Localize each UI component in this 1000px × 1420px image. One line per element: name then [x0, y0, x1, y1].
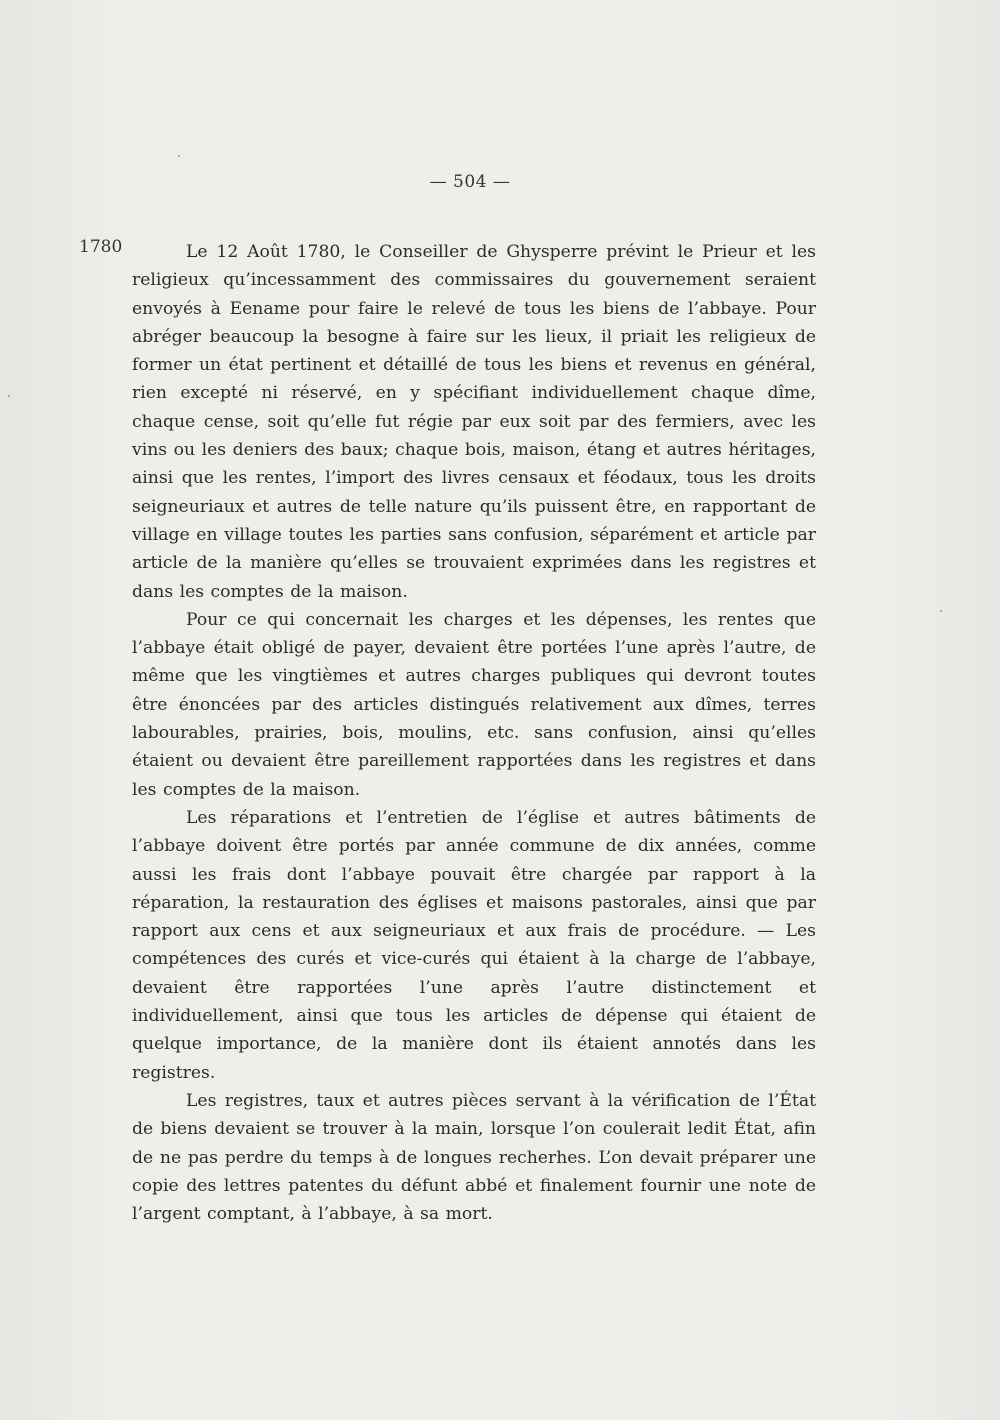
body-text — [132, 238, 816, 1228]
paragraph-3: Les réparations et l’entretien de l’église et autres bâtiments de l’abbaye doivent être portés par année commune de dix années, comme aussi les frais dont l’abbaye pouvait être chargée par rapport à la réparation, la restauration des églises et maisons pastorales, ainsi que par rapport aux cens et aux seigneuriaux et aux frais de procédure. — Les compétences des curés et vice-curés qui étaient à la charge de l’abbaye, devaient être rapportées l’une après l’autre distinctement et individuellement, ainsi que tous les articles de dépense qui étaient de quelque importance, de la manière dont ils étaient annotés dans les registres. — [132, 807, 816, 1083]
paragraph-4: Les registres, taux et autres pièces servant à la vérification de l’État de biens devaient se trouver à la main, lorsque l’on coulerait ledit État, afin de ne pas perdre du temps à de longues recherhes. L’on devait préparer une copie des lettres patentes du défunt abbé et finalement fournir une note de l’argent comptant, à l’abbaye, à sa mort. — [132, 1090, 816, 1225]
page-number: — 504 — — [429, 172, 511, 192]
paper-speck — [8, 395, 10, 397]
paper-speck — [940, 610, 942, 612]
paragraph-1: Le 12 Août 1780, le Conseiller de Ghysperre prévint le Prieur et les religieux qu’incessamment des commissaires du gouvernement seraient envoyés à Eename pour faire le relevé de tous les biens de l’abbaye. Pour abréger beaucoup la besogne à faire sur les lieux, il priait les religieux de former un état pertinent et détaillé de tous les biens et revenus en général, rien excepté ni réservé, en y spécifiant individuellement chaque dîme, chaque cense, soit qu’elle fut régie par eux soit par des fermiers, avec les vins ou les deniers des baux; chaque bois, maison, étang et autres héritages, ainsi que les rentes, l’import des livres censaux et féodaux, tous les droits seigneuriaux et autres de telle nature qu’ils puissent être, en rapportant de village en village toutes les parties sans confusion, séparément et article par article de la manière qu’elles se trouvaient exprimées dans les registres et dans les comptes de la maison. — [132, 242, 816, 602]
margin-year-note: 1780 — [79, 237, 123, 257]
paper-speck — [178, 155, 180, 157]
paragraph-2: Pour ce qui concernait les charges et les dépenses, les rentes que l’abbaye était obligé de payer, devaient être portées l’une après l’autre, de même que les vingtièmes et autres charges publiques qui devront toutes être énoncées par des articles distingués relativement aux dîmes, terres labourables, prairies, bois, moulins, etc. sans confusion, ainsi qu’elles étaient ou devaient être pareillement rapportées dans les registres et dans les comptes de la maison. — [132, 609, 816, 800]
